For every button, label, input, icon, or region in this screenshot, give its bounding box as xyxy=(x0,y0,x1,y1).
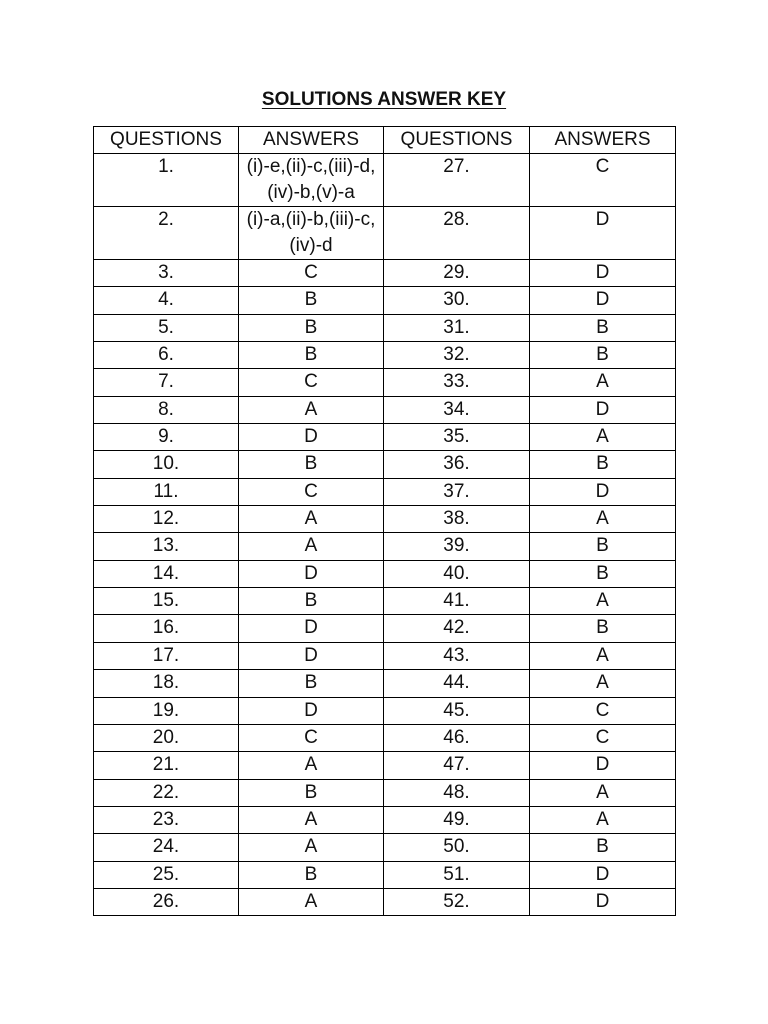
answer-left: D xyxy=(239,642,384,669)
answer-left: C xyxy=(239,260,384,287)
answer-left: B xyxy=(239,342,384,369)
question-number-right: 33. xyxy=(384,369,530,396)
question-number-right: 41. xyxy=(384,588,530,615)
question-number-right: 36. xyxy=(384,451,530,478)
table-row xyxy=(94,697,676,724)
answer-left: B xyxy=(239,451,384,478)
answer-right: B xyxy=(530,560,676,587)
answer-right: A xyxy=(530,369,676,396)
question-number-left: 4. xyxy=(94,287,239,314)
question-number-right: 48. xyxy=(384,779,530,806)
answer-right: D xyxy=(530,207,676,260)
answer-right: C xyxy=(530,724,676,751)
question-number-left: 23. xyxy=(94,806,239,833)
answer-left: B xyxy=(239,314,384,341)
question-number-right: 51. xyxy=(384,861,530,888)
answer-right: D xyxy=(530,888,676,915)
answer-right: B xyxy=(530,314,676,341)
answer-right: B xyxy=(530,615,676,642)
table-row xyxy=(94,806,676,833)
header-answers-right: ANSWERS xyxy=(530,127,676,154)
table-row xyxy=(94,642,676,669)
answer-right: C xyxy=(530,697,676,724)
question-number-left: 16. xyxy=(94,615,239,642)
answer-left: A xyxy=(239,888,384,915)
table-row xyxy=(94,396,676,423)
answer-left: B xyxy=(239,588,384,615)
answer-left: B xyxy=(239,670,384,697)
answer-left: D xyxy=(239,615,384,642)
question-number-right: 46. xyxy=(384,724,530,751)
question-number-right: 27. xyxy=(384,154,530,207)
question-number-left: 12. xyxy=(94,506,239,533)
question-number-right: 43. xyxy=(384,642,530,669)
question-number-left: 7. xyxy=(94,369,239,396)
answer-left: A xyxy=(239,396,384,423)
answer-left: A xyxy=(239,834,384,861)
header-questions-left: QUESTIONS xyxy=(94,127,239,154)
table-row xyxy=(94,424,676,451)
question-number-right: 34. xyxy=(384,396,530,423)
answer-right: A xyxy=(530,506,676,533)
question-number-left: 19. xyxy=(94,697,239,724)
question-number-right: 32. xyxy=(384,342,530,369)
question-number-right: 44. xyxy=(384,670,530,697)
question-number-left: 5. xyxy=(94,314,239,341)
table-row xyxy=(94,724,676,751)
question-number-left: 22. xyxy=(94,779,239,806)
answer-right: D xyxy=(530,861,676,888)
table-row xyxy=(94,560,676,587)
answer-right: D xyxy=(530,260,676,287)
answer-left: D xyxy=(239,697,384,724)
answer-left: B xyxy=(239,861,384,888)
question-number-left: 11. xyxy=(94,478,239,505)
question-number-right: 40. xyxy=(384,560,530,587)
question-number-left: 3. xyxy=(94,260,239,287)
answer-left: C xyxy=(239,369,384,396)
answer-left: D xyxy=(239,424,384,451)
answer-left: C xyxy=(239,724,384,751)
answer-right: B xyxy=(530,533,676,560)
table-row xyxy=(94,154,676,207)
table-row xyxy=(94,779,676,806)
answer-right: D xyxy=(530,287,676,314)
answer-left: B xyxy=(239,287,384,314)
answer-left: D xyxy=(239,560,384,587)
table-header-row xyxy=(94,127,676,154)
answer-rows xyxy=(94,154,676,916)
question-number-left: 20. xyxy=(94,724,239,751)
answer-right: B xyxy=(530,451,676,478)
answer-right: A xyxy=(530,670,676,697)
table-row xyxy=(94,451,676,478)
answer-right: D xyxy=(530,478,676,505)
table-row xyxy=(94,588,676,615)
question-number-left: 26. xyxy=(94,888,239,915)
question-number-left: 21. xyxy=(94,752,239,779)
table-row xyxy=(94,533,676,560)
answer-right: A xyxy=(530,806,676,833)
question-number-left: 8. xyxy=(94,396,239,423)
table-row xyxy=(94,342,676,369)
question-number-left: 6. xyxy=(94,342,239,369)
answer-left: (i)-e,(ii)-c,(iii)-d,(iv)-b,(v)-a xyxy=(239,154,384,207)
question-number-right: 37. xyxy=(384,478,530,505)
answer-right: C xyxy=(530,154,676,207)
table-row xyxy=(94,207,676,260)
answer-right: D xyxy=(530,396,676,423)
answer-left: A xyxy=(239,533,384,560)
question-number-left: 2. xyxy=(94,207,239,260)
answer-left: C xyxy=(239,478,384,505)
question-number-left: 9. xyxy=(94,424,239,451)
header-answers-left: ANSWERS xyxy=(239,127,384,154)
answer-left: A xyxy=(239,752,384,779)
answer-right: A xyxy=(530,424,676,451)
table-row xyxy=(94,314,676,341)
question-number-right: 47. xyxy=(384,752,530,779)
table-row xyxy=(94,670,676,697)
table-row xyxy=(94,287,676,314)
question-number-right: 29. xyxy=(384,260,530,287)
question-number-right: 49. xyxy=(384,806,530,833)
answer-right: A xyxy=(530,642,676,669)
question-number-left: 13. xyxy=(94,533,239,560)
table-row xyxy=(94,861,676,888)
table-row xyxy=(94,369,676,396)
answer-right: A xyxy=(530,779,676,806)
question-number-right: 30. xyxy=(384,287,530,314)
question-number-right: 42. xyxy=(384,615,530,642)
table-row xyxy=(94,615,676,642)
question-number-left: 25. xyxy=(94,861,239,888)
question-number-left: 14. xyxy=(94,560,239,587)
answer-left: B xyxy=(239,779,384,806)
page-title: SOLUTIONS ANSWER KEY xyxy=(261,89,507,110)
question-number-right: 28. xyxy=(384,207,530,260)
question-number-left: 15. xyxy=(94,588,239,615)
question-number-right: 50. xyxy=(384,834,530,861)
answer-left: A xyxy=(239,506,384,533)
table-row xyxy=(94,888,676,915)
table-row xyxy=(94,478,676,505)
answer-left: A xyxy=(239,806,384,833)
answer-right: B xyxy=(530,342,676,369)
answer-right: D xyxy=(530,752,676,779)
question-number-right: 35. xyxy=(384,424,530,451)
question-number-left: 10. xyxy=(94,451,239,478)
question-number-right: 45. xyxy=(384,697,530,724)
question-number-right: 39. xyxy=(384,533,530,560)
header-questions-right: QUESTIONS xyxy=(384,127,530,154)
table-row xyxy=(94,834,676,861)
question-number-right: 31. xyxy=(384,314,530,341)
table-row xyxy=(94,506,676,533)
table-row xyxy=(94,752,676,779)
answer-right: A xyxy=(530,588,676,615)
question-number-left: 17. xyxy=(94,642,239,669)
answer-key-table xyxy=(93,126,676,916)
question-number-left: 18. xyxy=(94,670,239,697)
table-row xyxy=(94,260,676,287)
answer-left: (i)-a,(ii)-b,(iii)-c,(iv)-d xyxy=(239,207,384,260)
question-number-right: 52. xyxy=(384,888,530,915)
question-number-left: 24. xyxy=(94,834,239,861)
question-number-right: 38. xyxy=(384,506,530,533)
question-number-left: 1. xyxy=(94,154,239,207)
answer-right: B xyxy=(530,834,676,861)
